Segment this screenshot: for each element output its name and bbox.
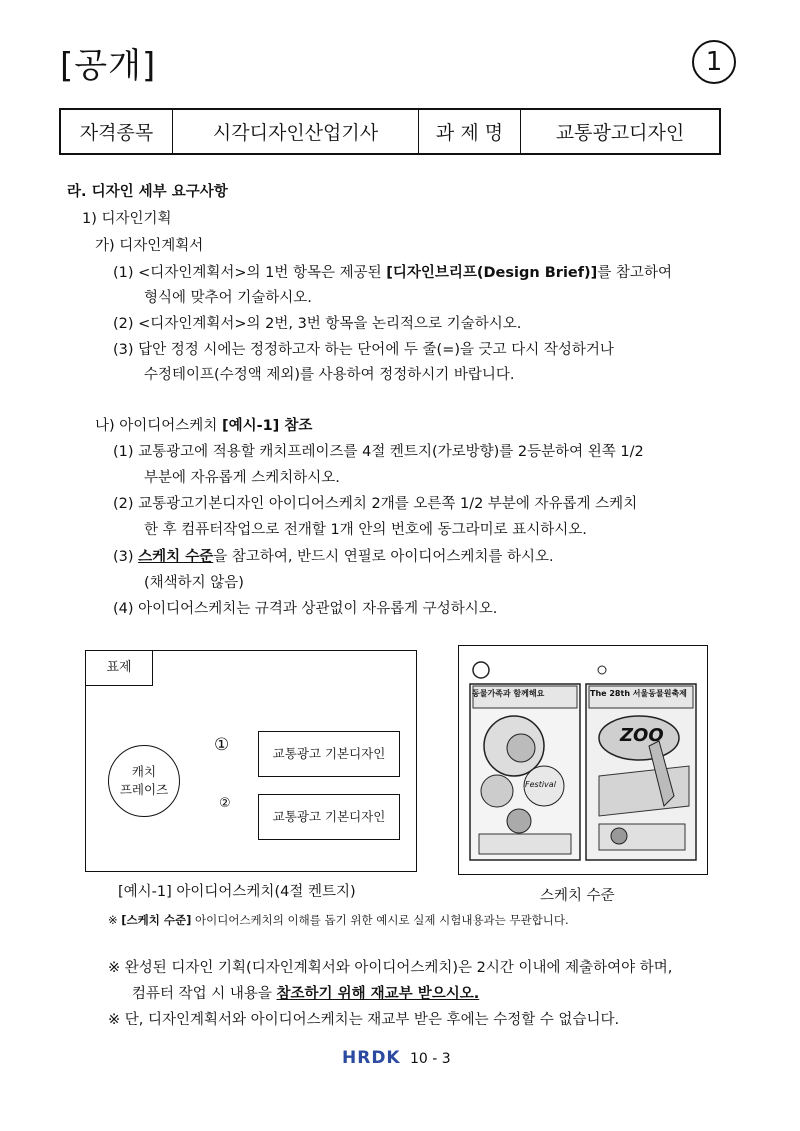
item-b3: (3) 스케치 수준을 참고하여, 반드시 연필로 아이디어스케치를 하시오. [113, 549, 554, 565]
section-title: 라. 디자인 세부 요구사항 [67, 184, 228, 200]
page-number: 10 - 3 [410, 1051, 451, 1067]
subsection-1b: 나) 아이디어스케치 [예시-1] 참조 [95, 418, 313, 434]
sketch-illustration [459, 646, 707, 874]
sketch-caption: 스케치 수준 [540, 888, 615, 904]
page-circle-number: 1 [692, 40, 736, 84]
design-box-2: 교통광고 기본디자인 [258, 794, 400, 840]
sketch-left-headline: 동물가족과 함께해요 [472, 689, 545, 698]
note-submit: ※ 완성된 디자인 기획(디자인계획서와 아이디어스케치)은 2시간 이내에 제출하여야 하며, [108, 960, 673, 976]
sketch-festival-text: Festival [525, 780, 556, 789]
title-tab: 표제 [85, 650, 153, 686]
hrdk-logo: HRDK [342, 1048, 401, 1068]
option-number-1: ① [214, 735, 230, 755]
item-a1-cont: 형식에 맞추어 기술하시오. [144, 290, 312, 306]
label-task: 과 제 명 [419, 109, 521, 154]
subsection-1: 1) 디자인기획 [82, 211, 172, 227]
sketch-sample-frame [458, 645, 708, 875]
item-a2: (2) <디자인계획서>의 2번, 3번 항목을 논리적으로 기술하시오. [113, 316, 522, 332]
catchphrase-text-1: 캐치 [131, 764, 157, 779]
item-b3-cont: (채색하지 않음) [144, 575, 244, 591]
item-b2-cont: 한 후 컴퓨터작업으로 전개할 1개 안의 번호에 동그라미로 표시하시오. [144, 522, 587, 538]
design-box-1: 교통광고 기본디자인 [258, 731, 400, 777]
note-sketch-level: ※ [스케치 수준] 아이디어스케치의 이해를 돕기 위한 예시로 실제 시험내용과는 무관합니다. [108, 913, 569, 927]
item-b1-cont: 부분에 자유롭게 스케치하시오. [144, 470, 340, 486]
example-caption: [예시-1] 아이디어스케치(4절 켄트지) [118, 884, 356, 900]
value-qualification: 시각디자인산업기사 [173, 109, 419, 154]
value-task: 교통광고디자인 [521, 109, 721, 154]
item-b2: (2) 교통광고기본디자인 아이디어스케치 2개를 오른쪽 1/2 부분에 자유롭게 스케치 [113, 496, 638, 512]
catchphrase-text-2: 프레이즈 [119, 782, 169, 797]
option-number-2: ② [219, 796, 231, 811]
info-table [59, 108, 721, 155]
label-qualification: 자격종목 [60, 109, 173, 154]
item-b4: (4) 아이디어스케치는 규격과 상관없이 자유롭게 구성하시오. [113, 601, 498, 617]
sketch-right-headline: The 28th 서울동물원축제 [590, 689, 687, 698]
note-no-edit: ※ 단, 디자인계획서와 아이디어스케치는 재교부 받은 후에는 수정할 수 없습니다. [108, 1012, 620, 1028]
page-title: [공개] [60, 46, 157, 86]
item-b1: (1) 교통광고에 적용할 캐치프레이즈를 4절 켄트지(가로방향)를 2등분하여 왼쪽 1/2 [113, 444, 644, 460]
item-a3-cont: 수정테이프(수정액 제외)를 사용하여 정정하시기 바랍니다. [144, 367, 515, 383]
subsection-1a: 가) 디자인계획서 [95, 238, 204, 254]
note-submit-cont: 컴퓨터 작업 시 내용을 참조하기 위해 재교부 받으시오. [132, 986, 480, 1002]
item-a3: (3) 답안 정정 시에는 정정하고자 하는 단어에 두 줄(=)을 긋고 다시 작성하거나 [113, 342, 614, 358]
item-a1: (1) <디자인계획서>의 1번 항목은 제공된 [디자인브리프(Design Brief)]를 참고하여 [113, 265, 672, 281]
sketch-zoo-text: ZOO [620, 725, 664, 746]
